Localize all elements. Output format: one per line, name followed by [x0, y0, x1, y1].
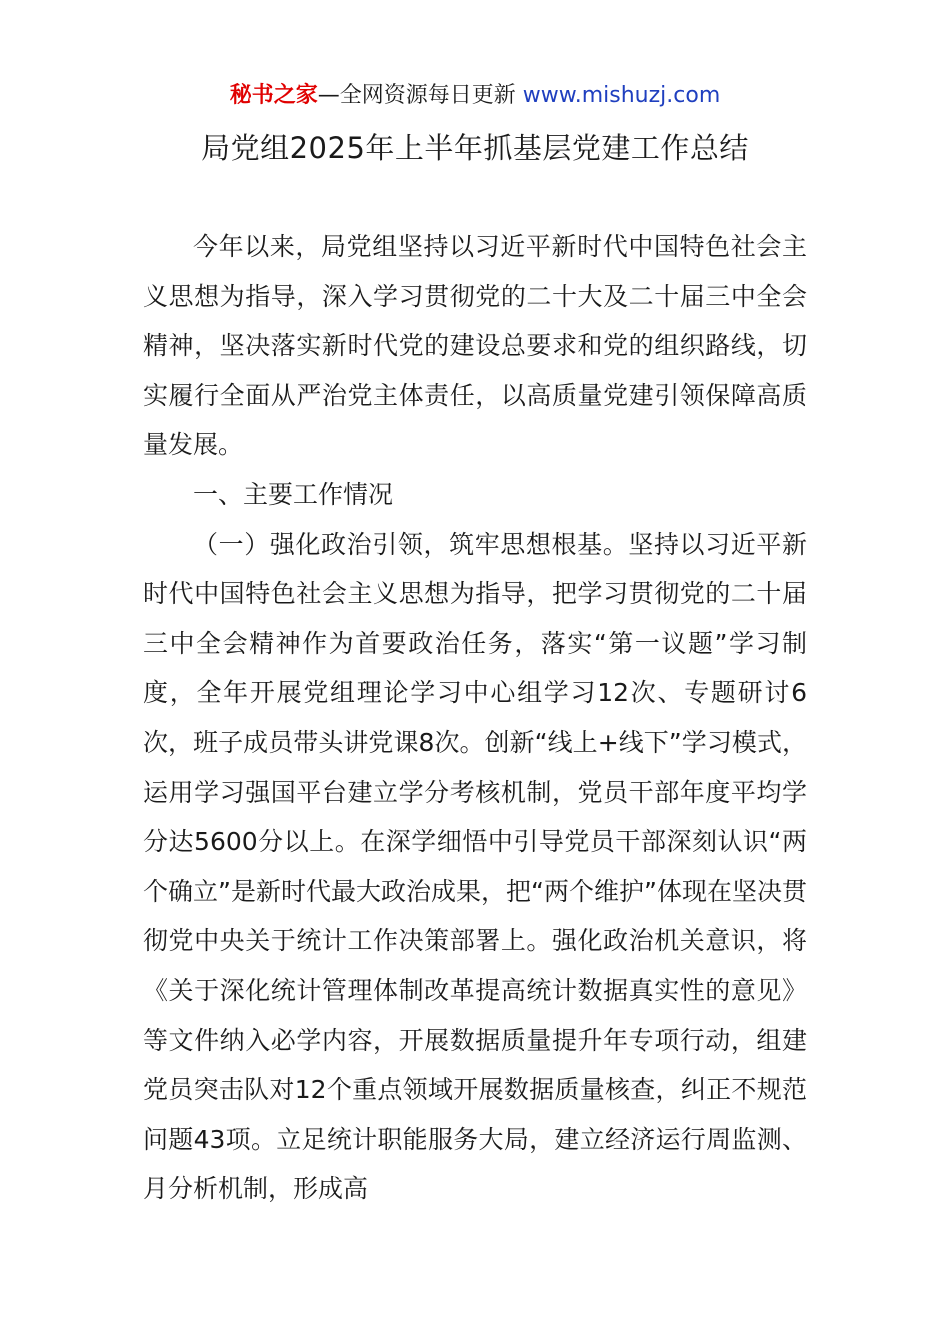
brand-name: 秘书之家	[229, 83, 318, 108]
section-heading: 一、主要工作情况	[193, 479, 394, 509]
site-url-link[interactable]: www.mishuzj.com	[522, 83, 721, 108]
document-title: 局党组2025年上半年抓基层党建工作总结	[201, 131, 749, 165]
document-body	[143, 222, 807, 1214]
intro-paragraph: 今年以来，局党组坚持以习近平新时代中国特色社会主义思想为指导，深入学习贯彻党的二十大及二十届三中全会精神，坚决落实新时代党的建设总要求和党的组织路线，切实履行全面从严治党主体责任，以高质量党建引领保障高质量发展。	[143, 232, 807, 460]
site-header	[0, 80, 950, 112]
subsection-paragraph: （一）强化政治引领，筑牢思想根基。坚持以习近平新时代中国特色社会主义思想为指导，把学习贯彻党的二十届三中全会精神作为首要政治任务，落实“第一议题”学习制度，全年开展党组理论学习中心组学习12次、专题研讨6次，班子成员带头讲党课8次。创新“线上+线下”学习模式，运用学习强国平台建立学分考核机制，党员干部年度平均学分达5600分以上。在深学细悟中引导党员干部深刻认识“两个确立”是新时代最大政治成果，把“两个维护”体现在坚决贯彻党中央关于统计工作决策部署上。强化政治机关意识，将《关于深化统计管理体制改革提高统计数据真实性的意见》等文件纳入必学内容，开展数据质量提升年专项行动，组建党员突击队对12个重点领域开展数据质量核查，纠正不规范问题43项。立足统计职能服务大局，建立经济运行周监测、月分析机制，形成高	[143, 529, 807, 1204]
site-tagline: —全网资源每日更新	[317, 83, 523, 108]
